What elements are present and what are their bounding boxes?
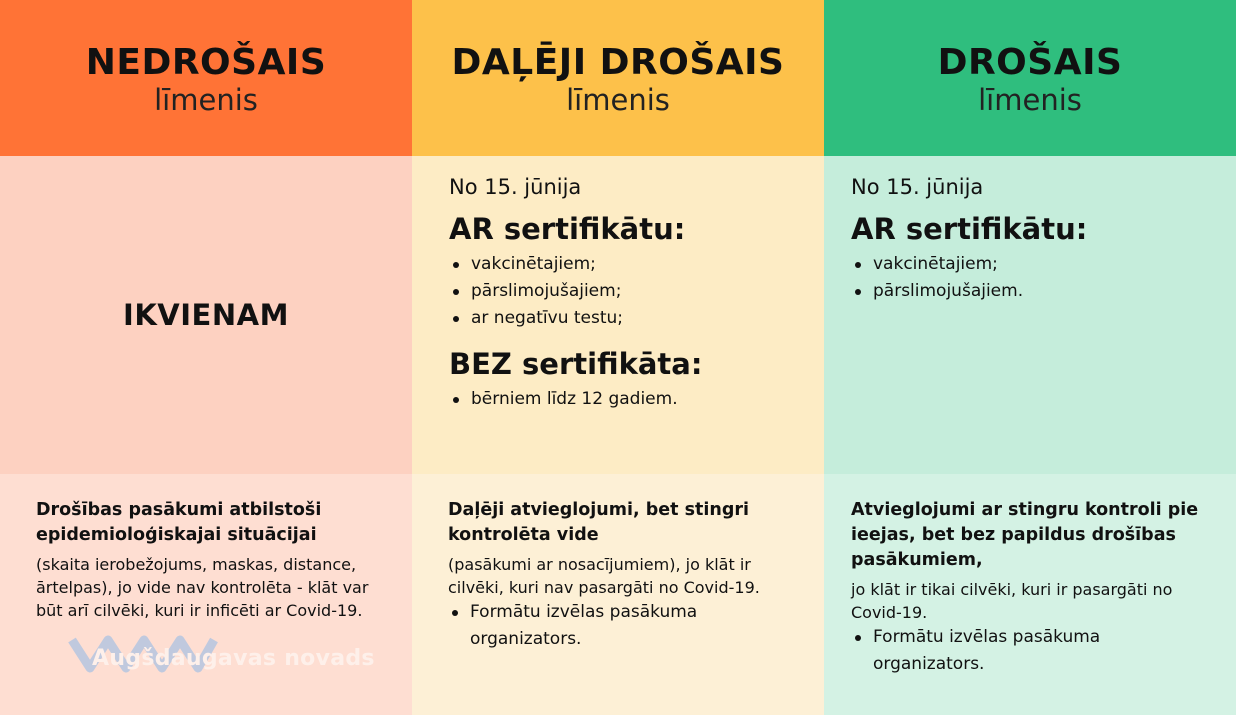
header-unsafe	[0, 0, 412, 156]
list-item: pārslimojušajiem;	[449, 278, 824, 305]
list-item: vakcinētajiem;	[449, 251, 824, 278]
list-item: Formātu izvēlas pasākuma organizators.	[448, 599, 804, 653]
bottom-partially-safe	[412, 474, 824, 715]
partially-safe-details: (pasākumi ar nosacījumiem), jo klāt ir cilvēki, kuri nav pasargāti no Covid-19.	[448, 555, 760, 597]
safe-details: jo klāt ir tikai cilvēki, kuri ir pasargāti no Covid-19.	[851, 580, 1173, 622]
header-partially-safe-subtitle: līmenis	[566, 82, 670, 117]
with-certificate-list	[449, 251, 824, 332]
start-date: No 15. jūnija	[449, 175, 582, 199]
list-item: pārslimojušajiem.	[851, 278, 1236, 305]
watermark-text: Augšdaugavas novads	[92, 646, 375, 671]
middle-safe	[824, 156, 1236, 474]
list-item: ar negatīvu testu;	[449, 305, 824, 332]
with-certificate-heading: AR sertifikātu:	[449, 212, 686, 246]
partially-safe-bullets	[448, 599, 804, 653]
unsafe-details: (skaita ierobežojums, maskas, distance, ārtelpas), jo vide nav kontrolēta - klāt var būt arī cilvēki, kuri ir inficēti ar Covid-19.	[36, 555, 369, 620]
bottom-safe	[824, 474, 1236, 715]
header-partially-safe-title: DAĻĒJI DROŠAIS	[451, 42, 785, 84]
unsafe-summary: Drošības pasākumi atbilstoši epidemioloģiskajai situācijai	[36, 500, 322, 545]
header-safe	[824, 0, 1236, 156]
with-certificate-heading: AR sertifikātu:	[851, 212, 1088, 246]
middle-partially-safe	[412, 156, 824, 474]
list-item: Formātu izvēlas pasākuma organizators.	[851, 624, 1216, 678]
header-unsafe-title: NEDROŠAIS	[85, 42, 327, 84]
header-partially-safe	[412, 0, 824, 156]
without-certificate-heading: BEZ sertifikāta:	[449, 347, 703, 381]
partially-safe-summary: Daļēji atvieglojumi, bet stingri kontrolēta vide	[448, 500, 749, 545]
watermark	[68, 628, 375, 688]
list-item: bērniem līdz 12 gadiem.	[449, 386, 824, 413]
with-certificate-list	[851, 251, 1236, 305]
safe-bullets	[851, 624, 1216, 678]
header-unsafe-subtitle: līmenis	[154, 82, 258, 117]
middle-unsafe	[0, 156, 412, 474]
header-safe-subtitle: līmenis	[978, 82, 1082, 117]
header-safe-title: DROŠAIS	[937, 42, 1123, 84]
without-certificate-list	[449, 386, 824, 413]
everyone-label: IKVIENAM	[123, 298, 289, 332]
list-item: vakcinētajiem;	[851, 251, 1236, 278]
start-date: No 15. jūnija	[851, 175, 984, 199]
safe-summary: Atvieglojumi ar stingru kontroli pie ieejas, bet bez papildus drošības pasākumiem,	[851, 500, 1199, 570]
